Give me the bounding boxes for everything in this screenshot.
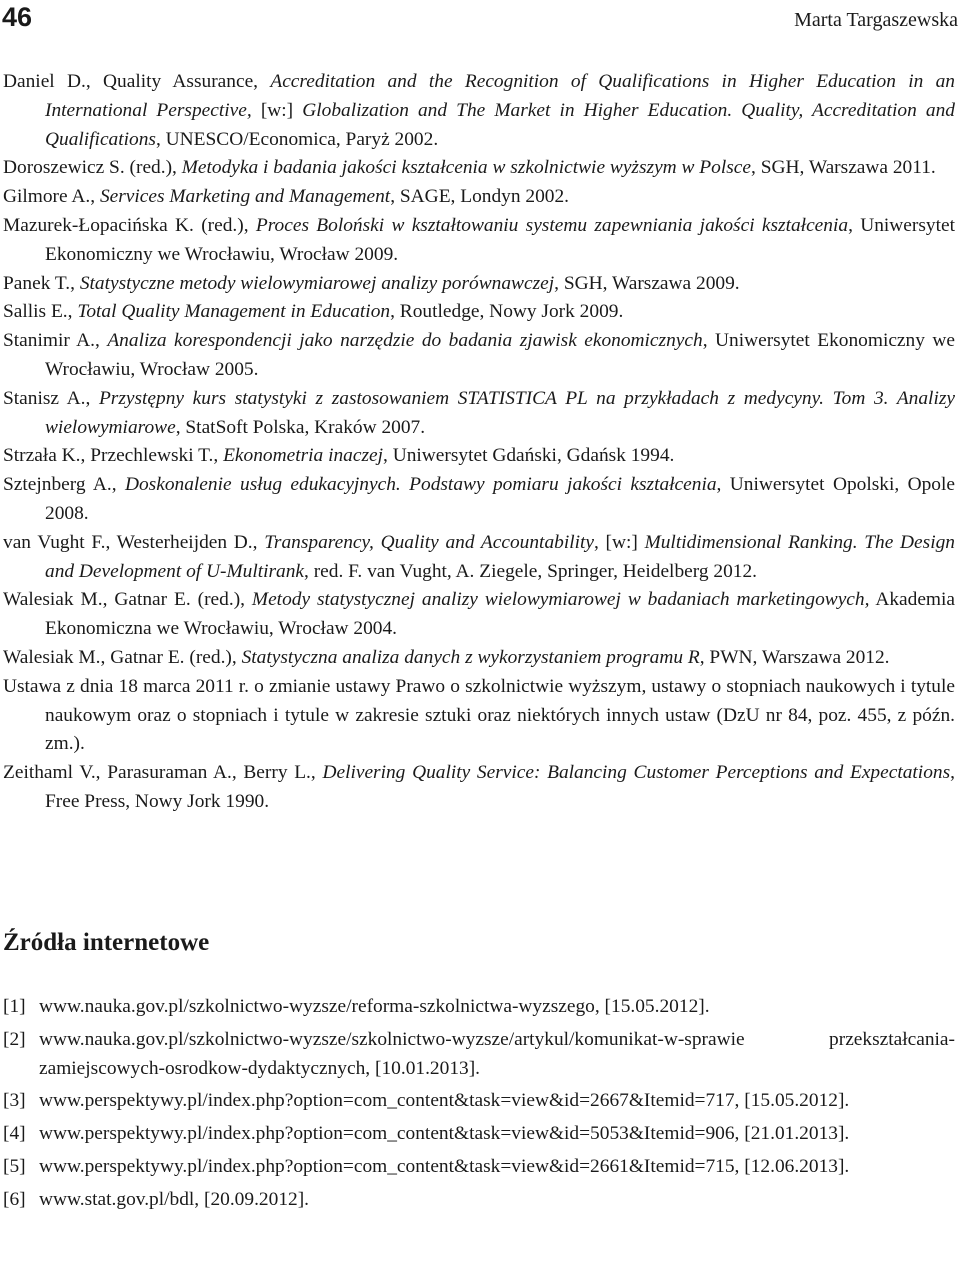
entry-title-text: Ekonometria inaczej bbox=[223, 445, 383, 467]
bibliography-entry bbox=[3, 529, 955, 587]
bibliography-entry bbox=[3, 673, 955, 759]
entry-title-text: Przystępny kurs statystyki z zastosowaniem STATISTICA PL na przykładach z medycyny. Tom 3. Analizy wielowymiarowe bbox=[45, 387, 955, 438]
source-number: [2] bbox=[3, 1028, 26, 1050]
bibliography-entry bbox=[3, 471, 955, 529]
entry-text: Panek T., bbox=[3, 272, 80, 294]
internet-source-item bbox=[3, 993, 955, 1022]
internet-source-item bbox=[3, 1087, 955, 1116]
entry-text: Strzała K., Przechlewski T., bbox=[3, 445, 224, 467]
entry-text: Doroszewicz S. (red.), bbox=[3, 157, 182, 179]
bibliography-entry bbox=[3, 154, 955, 183]
entry-title-text: Services Marketing and Management bbox=[99, 186, 391, 208]
bibliography-entry bbox=[3, 759, 955, 817]
entry-text: Gilmore A., bbox=[3, 186, 100, 208]
entry-text: , SAGE, Londyn 2002. bbox=[390, 186, 570, 208]
bibliography-entry bbox=[3, 183, 955, 212]
source-url-text: www.stat.gov.pl/bdl, [20.09.2012]. bbox=[39, 1188, 310, 1210]
entry-text: , Routledge, Nowy Jork 2009. bbox=[390, 301, 624, 323]
entry-title-text: Metodyka i badania jakości kształcenia w szkolnictwie wyższym w Polsce bbox=[181, 157, 751, 179]
bibliography-entry bbox=[3, 385, 955, 443]
bibliography-entry bbox=[3, 68, 955, 154]
entry-title-text: Proces Boloński w kształtowaniu systemu zapewniania jakości kształcenia bbox=[255, 214, 849, 236]
bibliography-entry bbox=[3, 644, 955, 673]
entry-text: , Uniwersytet Ekonomiczny we Wrocławiu, Wrocław 2005. bbox=[45, 330, 955, 380]
page-number: 46 bbox=[2, 2, 33, 32]
entry-title-text: Accreditation and the Recognition of Qualifications in Higher Education in an International Perspective, bbox=[45, 71, 955, 121]
entry-text: , Uniwersytet Gdański, Gdańsk 1994. bbox=[383, 445, 675, 467]
entry-text: Walesiak M., Gatnar E. (red.), bbox=[3, 589, 252, 611]
bibliography-entry bbox=[3, 442, 955, 471]
bibliography-list bbox=[3, 68, 955, 817]
entry-title-text: Metody statystycznej analizy wielowymiarowej w badaniach marketingowych, bbox=[251, 589, 870, 611]
entry-title-text: Statystyczna analiza danych z wykorzystaniem programu R bbox=[241, 646, 700, 668]
entry-title-text: Analiza korespondencji jako narzędzie do badania zjawisk ekonomicznych bbox=[107, 330, 703, 352]
entry-text: , Uniwersytet Opolski, Opole 2008. bbox=[45, 474, 955, 524]
entry-text: , StatSoft Polska, Kraków 2007. bbox=[175, 416, 426, 438]
internet-source-item bbox=[3, 1026, 955, 1084]
entry-text: Mazurek-Łopacińska K. (red.), bbox=[3, 214, 256, 236]
entry-text: Ustawa z dnia 18 marca 2011 r. o zmianie ustawy Prawo o szkolnictwie wyższym, ustawy o stopniach naukowych i tytule naukowym oraz o stopniach i tytule w zakresie sztuki oraz niektórych innych ustaw (DzU nr 84, poz. 455, z późn. zm.). bbox=[3, 675, 955, 755]
bibliography-entry bbox=[3, 586, 955, 644]
entry-text: Sztejnberg A., bbox=[3, 474, 125, 496]
entry-title-text: Delivering Quality Service: Balancing Customer Perceptions and Expectations bbox=[322, 762, 951, 784]
source-url-text: www.perspektywy.pl/index.php?option=com_content&task=view&id=2661&Itemid=715, [12.06.2013]. bbox=[39, 1155, 850, 1177]
entry-title-text: Doskonalenie usług edukacyjnych. Podstawy pomiaru jakości kształcenia bbox=[124, 474, 717, 496]
entry-text: Stanisz A., bbox=[3, 387, 99, 409]
entry-text: , Free Press, Nowy Jork 1990. bbox=[45, 762, 955, 812]
entry-text: [w:] bbox=[251, 99, 303, 121]
bibliography-entry bbox=[3, 298, 955, 327]
bibliography-entry bbox=[3, 327, 955, 385]
running-header-author: Marta Targaszewska bbox=[794, 9, 958, 31]
entry-text: , red. F. van Vught, A. Ziegele, Springer, Heidelberg 2012. bbox=[304, 560, 758, 582]
entry-text: , Uniwersytet Ekonomiczny we Wrocławiu, Wrocław 2009. bbox=[45, 214, 955, 265]
source-url-text: www.perspektywy.pl/index.php?option=com_content&task=view&id=5053&Itemid=906, [21.01.2013]. bbox=[39, 1123, 850, 1145]
entry-text: Sallis E., bbox=[3, 301, 78, 323]
entry-text: , SGH, Warszawa 2009. bbox=[554, 272, 740, 294]
entry-text: , SGH, Warszawa 2011. bbox=[751, 157, 936, 179]
entry-title-text: Total Quality Management in Education bbox=[77, 301, 391, 323]
internet-source-item bbox=[3, 1120, 955, 1149]
entry-text: , UNESCO/Economica, Paryż 2002. bbox=[155, 128, 439, 150]
entry-text: Stanimir A., bbox=[3, 330, 108, 352]
source-url-text: www.nauka.gov.pl/szkolnictwo-wyzsze/szkolnictwo-wyzsze/artykul/komunikat-w-sprawie przekształcania-zamiejscowych-osrodkow-dydaktycznych, [10.01.2013]. bbox=[39, 1028, 955, 1079]
source-number: [1] bbox=[3, 996, 26, 1017]
entry-text: , [w:] bbox=[594, 531, 645, 553]
entry-text: van Vught F., Westerheijden D., bbox=[3, 531, 265, 553]
source-number: [6] bbox=[3, 1188, 26, 1210]
source-number: [4] bbox=[3, 1123, 26, 1145]
entry-text: Akademia Ekonomiczna we Wrocławiu, Wrocław 2004. bbox=[45, 589, 955, 640]
entry-title-text: Multidimensional Ranking. The Design and Development of U-Multirank bbox=[45, 531, 955, 582]
entry-text: , PWN, Warszawa 2012. bbox=[699, 646, 890, 668]
entry-text: Walesiak M., Gatnar E. (red.), bbox=[3, 646, 242, 668]
internet-sources-heading: Źródła internetowe bbox=[3, 929, 210, 956]
internet-source-item bbox=[3, 1186, 955, 1215]
entry-title-text: Globalization and The Market in Higher Education. Quality, Accreditation and Qualifications bbox=[45, 99, 955, 150]
entry-text: Zeithaml V., Parasuraman A., Berry L., bbox=[3, 762, 323, 784]
source-url-text: www.perspektywy.pl/index.php?option=com_content&task=view&id=2667&Itemid=717, [15.05.2012]. bbox=[39, 1090, 850, 1112]
source-number: [3] bbox=[3, 1090, 26, 1112]
internet-sources-list bbox=[3, 993, 955, 1219]
entry-text: Daniel D., Quality Assurance, bbox=[3, 71, 271, 92]
source-url-text: www.nauka.gov.pl/szkolnictwo-wyzsze/reforma-szkolnictwa-wyzszego, [15.05.2012]. bbox=[39, 996, 710, 1017]
source-number: [5] bbox=[3, 1155, 26, 1177]
entry-title-text: Statystyczne metody wielowymiarowej analizy porównawczej bbox=[79, 272, 555, 294]
bibliography-entry bbox=[3, 212, 955, 270]
bibliography-entry bbox=[3, 270, 955, 299]
running-header bbox=[0, 2, 958, 36]
internet-source-item bbox=[3, 1153, 955, 1182]
entry-title-text: Transparency, Quality and Accountability bbox=[264, 531, 594, 553]
